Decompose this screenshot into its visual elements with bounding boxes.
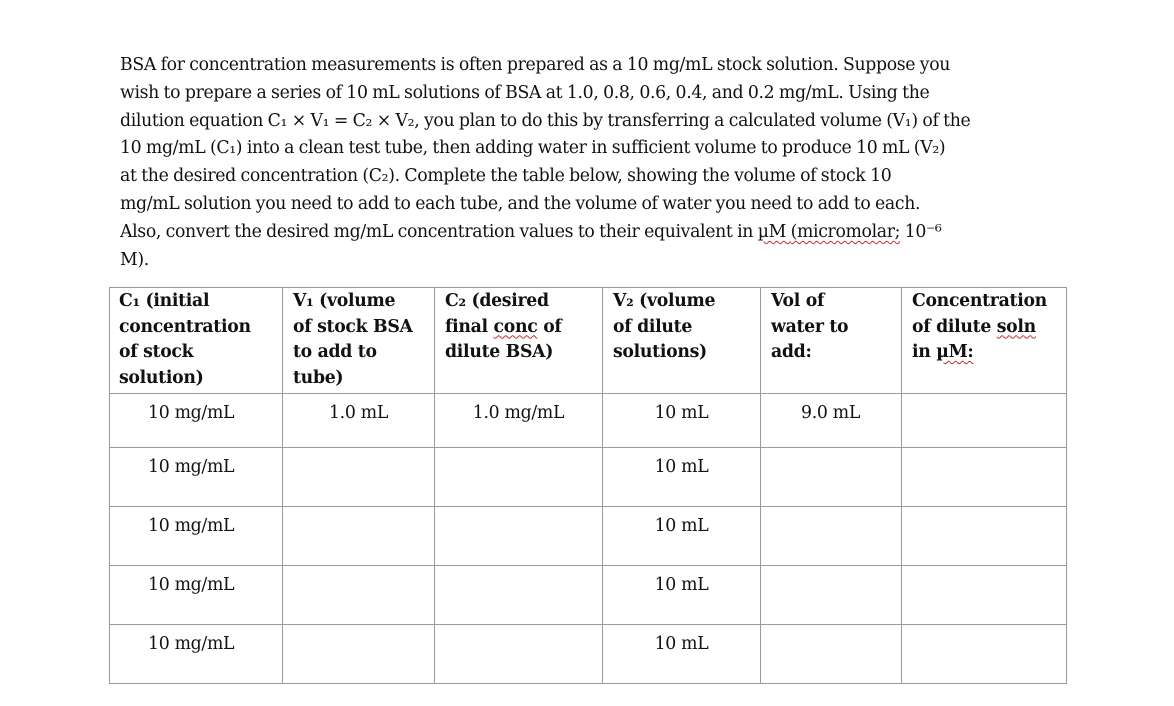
header-um-word: µM: [936,342,974,362]
table-row [110,394,1067,448]
problem-line [120,219,1065,247]
header-text: in [912,342,937,362]
problem-line: mg/mL solution you need to add to each tube, and the volume of water you need to add to each. [120,193,921,214]
problem-line: BSA for concentration measurements is often prepared as a 10 mg/mL stock solution. Suppose you [120,55,951,75]
cell-v2: 10 mL [603,448,761,507]
problem-line: dilution equation C₁ × V₁ = C₂ × V₂, you plan to do this by transferring a calculated volume (V₁) of the [120,110,971,131]
header-line: V₁ (volume [293,291,396,311]
header-concentration [902,288,1067,394]
cell-water[interactable] [761,507,902,566]
cell-c2[interactable] [435,448,603,507]
cell-v2: 10 mL [603,566,761,625]
cell-concentration[interactable] [902,507,1067,566]
problem-line-text: Also, convert the desired mg/mL concentration values to their equivalent in [120,221,758,242]
header-line: tube) [293,367,344,388]
cell-v2: 10 mL [603,507,761,566]
header-line: of stock BSA [293,316,413,337]
header-soln-word: soln [996,316,1036,337]
cell-v1[interactable] [283,566,435,625]
cell-water[interactable] [761,625,902,684]
cell-v1[interactable]: 1.0 mL [283,394,435,448]
micromolar-word: (micromolar; [790,221,901,242]
cell-v2: 10 mL [603,394,761,448]
table-row [110,448,1067,507]
cell-c1: 10 mg/mL [110,625,283,684]
header-conc-word: conc [493,316,538,337]
header-line [445,315,598,341]
header-water [761,288,902,394]
cell-concentration[interactable] [902,448,1067,507]
table-row [110,507,1067,566]
cell-c2[interactable]: 1.0 mg/mL [435,394,603,448]
header-line: C₁ (initial [119,291,210,311]
cell-v1[interactable] [283,507,435,566]
cell-c2[interactable] [435,625,603,684]
header-line: solutions) [613,342,707,362]
header-line: dilute BSA) [445,342,554,362]
cell-c2[interactable] [435,566,603,625]
problem-line: 10 mg/mL (C₁) into a clean test tube, then adding water in sufficient volume to produce 10 mL (V₂) [120,138,946,159]
header-line: of stock [119,342,194,362]
cell-concentration[interactable] [902,566,1067,625]
cell-c2[interactable] [435,507,603,566]
cell-v1[interactable] [283,625,435,684]
cell-water[interactable] [761,566,902,625]
header-line: solution) [119,367,204,388]
header-line: Concentration [912,291,1047,311]
header-line: V₂ (volume [613,291,716,311]
header-line [912,340,1062,366]
header-text: of [537,316,562,337]
header-v2 [603,288,761,394]
cell-c1: 10 mg/mL [110,566,283,625]
cell-c1: 10 mg/mL [110,448,283,507]
cell-c1: 10 mg/mL [110,394,283,448]
problem-line: wish to prepare a series of 10 mL solutions of BSA at 1.0, 0.8, 0.6, 0.4, and 0.2 mg/mL. Using the [120,82,930,103]
cell-water[interactable] [761,448,902,507]
header-line: water to [771,316,849,337]
table-header-row [110,288,1067,394]
header-v1 [283,288,435,394]
table-row [110,625,1067,684]
header-text: of dilute [912,316,997,337]
cell-c1: 10 mg/mL [110,507,283,566]
problem-statement [120,52,1065,274]
header-line: concentration [119,316,251,337]
cell-concentration[interactable] [902,625,1067,684]
header-line: add: [771,342,812,362]
header-line [912,315,1062,341]
cell-concentration[interactable] [902,394,1067,448]
header-line: of dilute [613,316,693,337]
header-line: Vol of [771,291,825,311]
cell-water[interactable]: 9.0 mL [761,394,902,448]
header-line: to add to [293,342,377,362]
micromolar-symbol: µM [757,221,786,242]
problem-line: at the desired concentration (C₂). Complete the table below, showing the volume of stock 10 [120,166,892,187]
cell-v1[interactable] [283,448,435,507]
cell-v2: 10 mL [603,625,761,684]
problem-line: M). [120,249,149,270]
dilution-table [109,287,1067,684]
header-c1 [110,288,283,394]
header-text: final [445,316,494,337]
table-row [110,566,1067,625]
header-line: C₂ (desired [445,291,549,311]
problem-line-text: 10⁻⁶ [900,221,942,242]
header-c2 [435,288,603,394]
